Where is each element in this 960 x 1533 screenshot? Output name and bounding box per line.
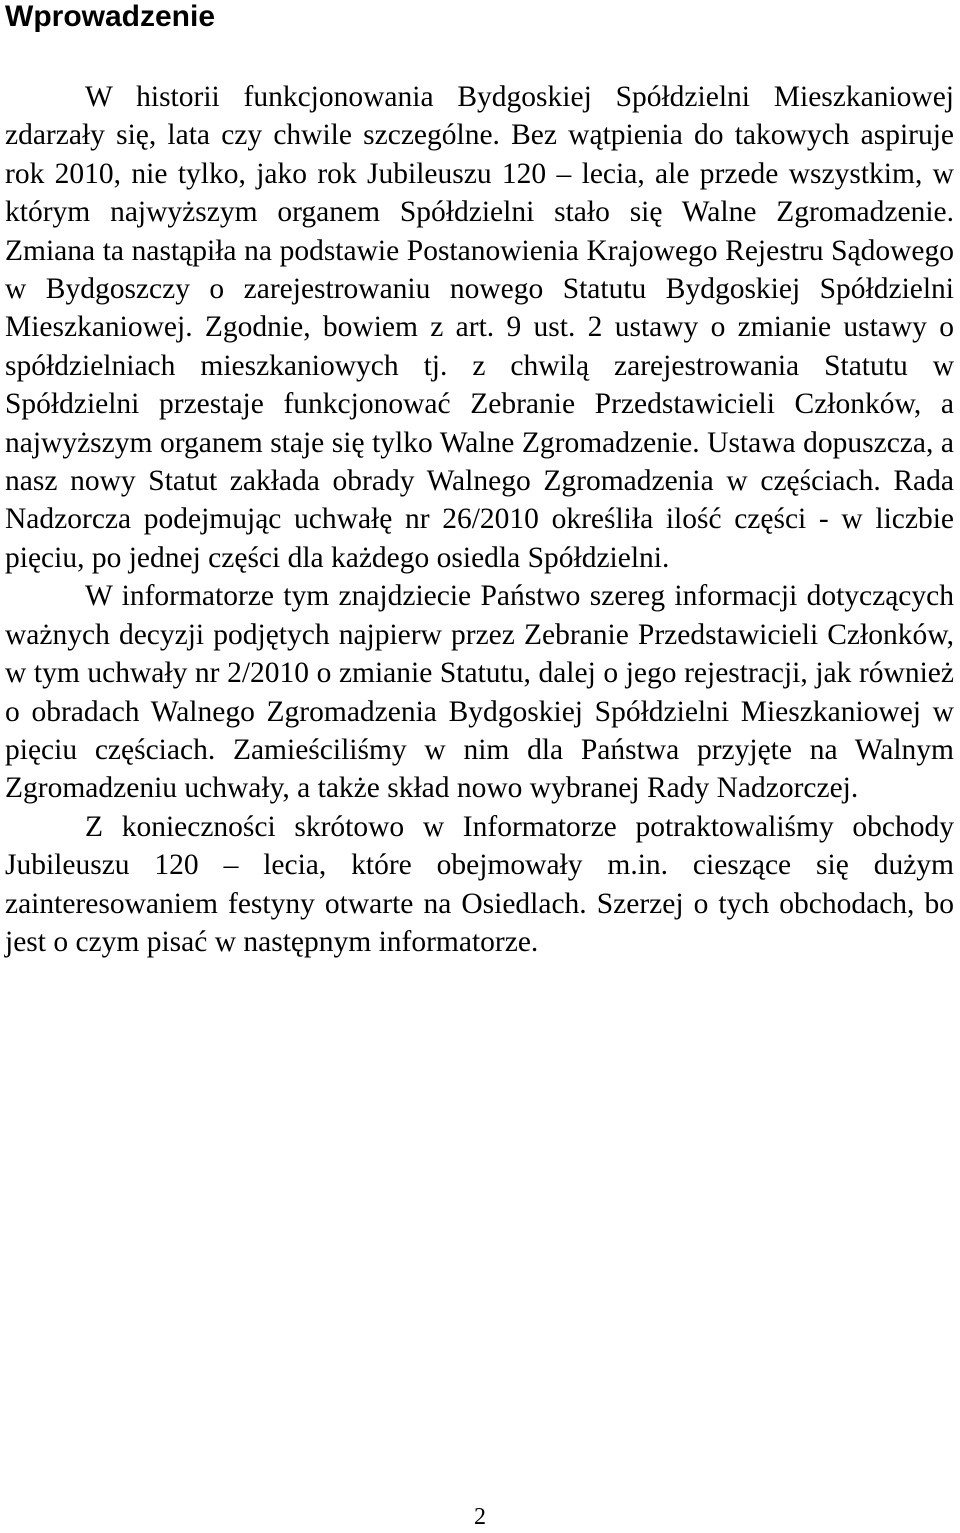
body-text: [5, 78, 954, 961]
page-heading: Wprowadzenie: [5, 0, 216, 33]
paragraph-2: W informatorze tym znajdziecie Państwo szereg informacji dotyczących ważnych decyzji podjętych najpierw przez Zebranie Przedstawicieli Członków, w tym uchwały nr 2/2010 o zmianie Statutu, dalej o jego rejestracji, jak również o obradach Walnego Zgromadzenia Bydgoskiej Spółdzielni Mieszkaniowej w pięciu częściach. Zamieściliśmy w nim dla Państwa przyjęte na Walnym Zgromadzeniu uchwały, a także skład nowo wybranej Rady Nadzorczej.: [5, 580, 954, 805]
paragraph-3: Z konieczności skrótowo w Informatorze potraktowaliśmy obchody Jubileuszu 120 – lecia, które obejmowały m.in. cieszące się dużym zainteresowaniem festyny otwarte na Osiedlach. Szerzej o tych obchodach, bo jest o czym pisać w następnym informatorze.: [5, 810, 954, 958]
page-number: 2: [474, 1504, 486, 1530]
paragraph-1: W historii funkcjonowania Bydgoskiej Spółdzielni Mieszkaniowej zdarzały się, lata czy chwile szczególne. Bez wątpienia do takowych aspiruje rok 2010, nie tylko, jako rok Jubileuszu 120 – lecia, ale przede wszystkim, w którym najwyższym organem Spółdzielni stało się Walne Zgromadzenie. Zmiana ta nastąpiła na podstawie Postanowienia Krajowego Rejestru Sądowego w Bydgoszczy o zarejestrowaniu nowego Statutu Bydgoskiej Spółdzielni Mieszkaniowej. Zgodnie, bowiem z art. 9 ust. 2 ustawy o zmianie ustawy o spółdzielniach mieszkaniowych tj. z chwilą zarejestrowania Statutu w Spółdzielni przestaje funkcjonować Zebranie Przedstawicieli Członków, a najwyższym organem staje się tylko Walne Zgromadzenie. Ustawa dopuszcza, a nasz nowy Statut zakłada obrady Walnego Zgromadzenia w częściach. Rada Nadzorcza podejmując uchwałę nr 26/2010 określiła ilość części - w liczbie pięciu, po jednej części dla każdego osiedla Spółdzielni.: [5, 81, 954, 574]
